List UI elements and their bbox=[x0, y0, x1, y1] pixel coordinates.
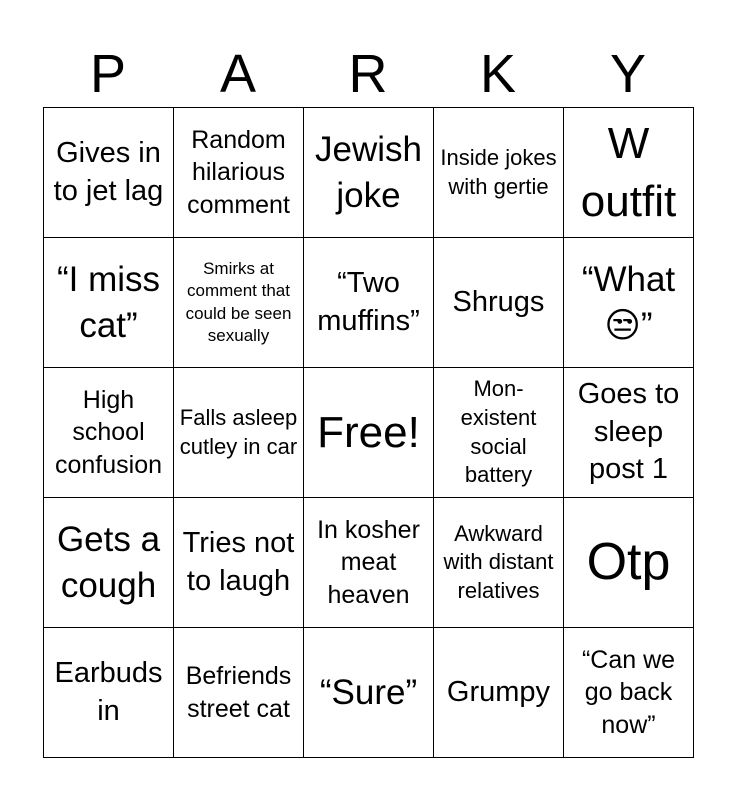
cell-text: Awkward with distant relatives bbox=[443, 520, 554, 603]
bingo-cell[interactable] bbox=[304, 108, 434, 238]
bingo-cell[interactable] bbox=[174, 238, 304, 368]
cell-text: “I miss cat” bbox=[56, 260, 161, 345]
header-letter-k: K bbox=[479, 44, 517, 104]
bingo-cell[interactable] bbox=[564, 628, 694, 758]
cell-text: Inside jokes with gertie bbox=[440, 144, 557, 199]
bingo-cell[interactable] bbox=[44, 628, 174, 758]
bingo-grid bbox=[43, 107, 694, 758]
cell-text: Befriends street cat bbox=[185, 662, 292, 723]
bingo-cell[interactable] bbox=[174, 498, 304, 628]
bingo-cell[interactable] bbox=[564, 108, 694, 238]
cell-text: Goes to sleep post 1 bbox=[577, 377, 680, 486]
bingo-cell[interactable] bbox=[434, 498, 564, 628]
cell-text: W outfit bbox=[580, 119, 677, 226]
bingo-cell[interactable] bbox=[434, 628, 564, 758]
cell-text: Mon-existent social battery bbox=[460, 376, 537, 488]
cell-text: Tries not to laugh bbox=[182, 526, 295, 597]
bingo-cell[interactable] bbox=[304, 498, 434, 628]
cell-text: “Two muffins” bbox=[317, 266, 420, 337]
bingo-cell[interactable] bbox=[564, 368, 694, 498]
cell-text: “Can we go back now” bbox=[581, 645, 676, 739]
cell-text: Grumpy bbox=[446, 675, 551, 708]
cell-text: High school confusion bbox=[54, 385, 163, 479]
cell-text: Smirks at comment that could be seen sexually bbox=[185, 259, 292, 345]
bingo-cell[interactable] bbox=[44, 238, 174, 368]
header-letter-p: P bbox=[89, 44, 127, 104]
bingo-cell[interactable] bbox=[174, 628, 304, 758]
bingo-cell[interactable] bbox=[564, 498, 694, 628]
bingo-cell[interactable] bbox=[434, 108, 564, 238]
cell-text: Free! bbox=[317, 407, 420, 457]
cell-text: In kosher meat heaven bbox=[317, 515, 420, 609]
bingo-cell[interactable] bbox=[44, 108, 174, 238]
bingo-cell[interactable] bbox=[304, 628, 434, 758]
cell-text: “Sure” bbox=[319, 672, 418, 712]
header-letter-y: Y bbox=[609, 44, 647, 104]
cell-text: Falls asleep cutley in car bbox=[179, 404, 298, 459]
bingo-header bbox=[43, 42, 693, 106]
cell-text: Gives in to jet lag bbox=[53, 136, 164, 207]
bingo-cell[interactable] bbox=[434, 238, 564, 368]
free-space[interactable] bbox=[304, 368, 434, 498]
header-letter-a: A bbox=[219, 44, 257, 104]
bingo-cell[interactable] bbox=[174, 368, 304, 498]
cell-text: “What 😒” bbox=[581, 260, 676, 345]
cell-text: Random hilarious comment bbox=[187, 125, 290, 219]
cell-text: Shrugs bbox=[452, 285, 545, 318]
bingo-cell[interactable] bbox=[304, 238, 434, 368]
bingo-cell[interactable] bbox=[44, 368, 174, 498]
cell-text: Otp bbox=[586, 533, 671, 592]
bingo-cell[interactable] bbox=[564, 238, 694, 368]
bingo-cell[interactable] bbox=[174, 108, 304, 238]
bingo-cell[interactable] bbox=[434, 368, 564, 498]
cell-text: Gets a cough bbox=[56, 520, 161, 605]
bingo-cell[interactable] bbox=[44, 498, 174, 628]
cell-text: Jewish joke bbox=[315, 130, 422, 215]
cell-text: Earbuds in bbox=[54, 656, 163, 727]
header-letter-r: R bbox=[348, 44, 388, 104]
